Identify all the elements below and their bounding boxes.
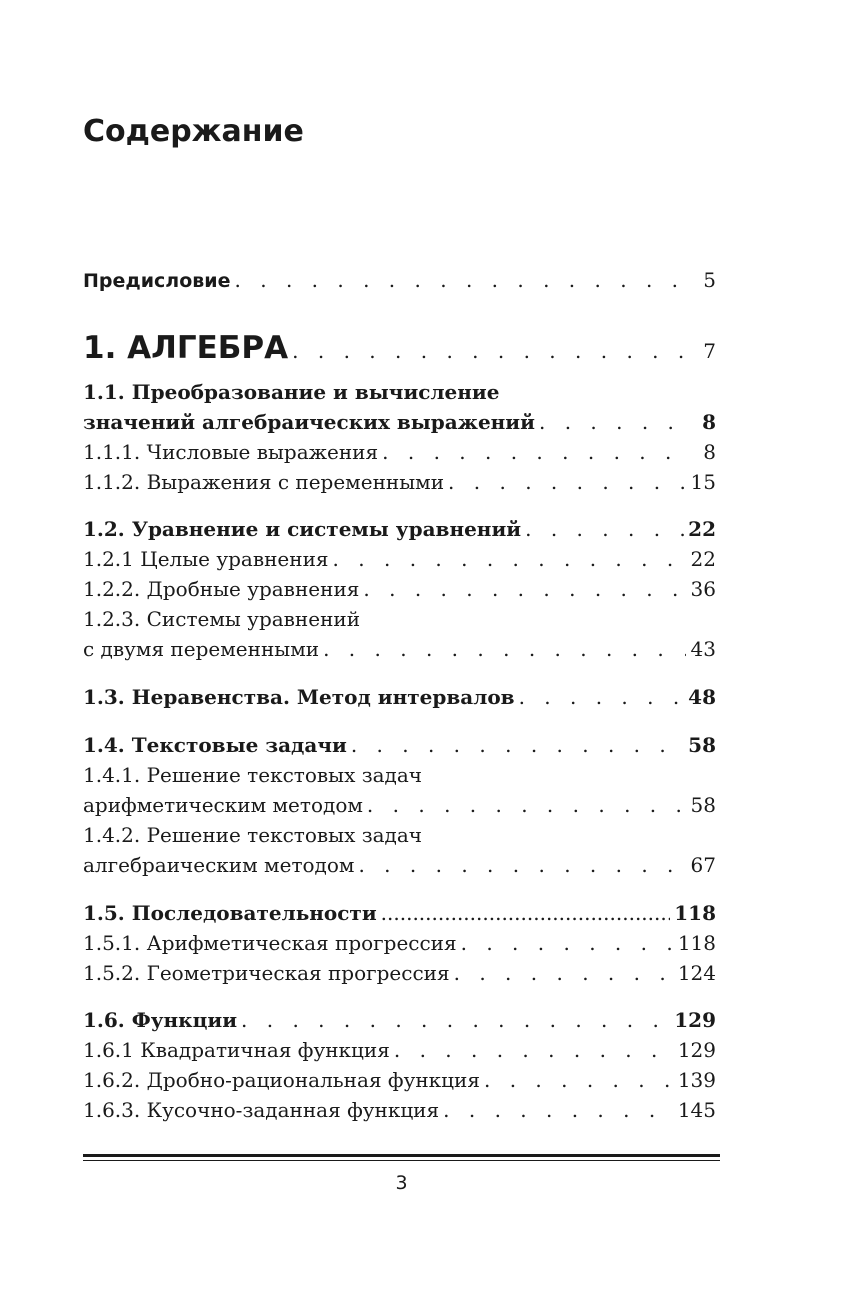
toc-entry-label: 1.1.2. Выражения с переменными [83, 470, 445, 494]
toc-entry-label: 1.6.1 Квадратичная функция [83, 1038, 390, 1062]
toc-entry-1-4-2[interactable] [83, 850, 716, 880]
toc-entry-label: 1.3. Неравенства. Метод интервалов [83, 685, 515, 709]
toc-page-number: 58 [688, 733, 716, 757]
toc-entry-preface[interactable] [83, 265, 716, 295]
toc-entry-1-6-1[interactable] [83, 1035, 716, 1065]
dot-leader [292, 329, 686, 373]
toc-page-number: 8 [702, 410, 716, 434]
toc-entry-1-2[interactable] [83, 514, 716, 544]
toc-entry-1-3[interactable] [83, 682, 716, 712]
dot-leader [333, 544, 686, 574]
dot-leader [367, 790, 686, 820]
dot-leader [241, 1005, 670, 1035]
toc-entry-label: 1.5. Последовательности [83, 901, 377, 925]
toc-entry-1-6-3[interactable] [83, 1095, 716, 1125]
toc-page-number: 129 [677, 1038, 716, 1062]
toc-entry-1-5-2[interactable] [83, 958, 716, 988]
toc-entry-label: 1. АЛГЕБРА [83, 330, 289, 366]
toc-entry-label: 1.6. Функции [83, 1008, 238, 1032]
dot-leader [323, 634, 686, 664]
toc-entry-label: 1.5.1. Арифметическая прогрессия [83, 931, 457, 955]
toc-entry-label: 1.5.2. Геометрическая прогрессия [83, 961, 450, 985]
dot-leader [394, 1035, 674, 1065]
toc-entry-label: алгебраическим методом [83, 853, 355, 877]
toc-page-number: 118 [674, 901, 716, 925]
toc-entry-label: 1.2.1 Целые уравнения [83, 547, 329, 571]
toc-entry-1-2-2[interactable] [83, 574, 716, 604]
page-number: 3 [395, 1172, 408, 1194]
toc-entry-1-5[interactable] [83, 898, 716, 928]
dot-leader [363, 574, 686, 604]
toc-page-number: 5 [703, 268, 716, 292]
dot-leader [519, 682, 685, 712]
dot-leader [484, 1065, 674, 1095]
dot-leader [454, 958, 674, 988]
toc-page-number: 22 [690, 547, 716, 571]
toc-page-number: 43 [690, 637, 716, 661]
toc-entry-1-5-1[interactable] [83, 928, 716, 958]
toc-entry-1-4[interactable] [83, 730, 716, 760]
toc-entry-label: значений алгебраических выражений [83, 410, 535, 434]
toc-entry-1-6[interactable] [83, 1005, 716, 1035]
dot-leader [525, 514, 684, 544]
toc-entry-label: 1.6.2. Дробно-рациональная функция [83, 1068, 480, 1092]
toc-entry-label: 1.2.2. Дробные уравнения [83, 577, 360, 601]
page-title: Содержание [83, 114, 304, 149]
dot-leader [448, 467, 686, 497]
toc-page-number: 67 [690, 853, 716, 877]
toc-entry-1-1-line1[interactable] [83, 377, 716, 407]
toc-entry-label: 1.4.1. Решение текстовых задач [83, 763, 422, 787]
dot-leader [381, 898, 671, 928]
dot-leader [461, 928, 674, 958]
toc-page-number: 48 [688, 685, 716, 709]
toc-entry-1-4-2-line1[interactable] [83, 820, 716, 850]
toc-entry-1-6-2[interactable] [83, 1065, 716, 1095]
toc-entry-1-2-1[interactable] [83, 544, 716, 574]
toc-entry-label: с двумя переменными [83, 637, 320, 661]
toc-entry-label: 1.4.2. Решение текстовых задач [83, 823, 422, 847]
dot-leader [235, 265, 686, 295]
toc-entry-1-1-2[interactable] [83, 467, 716, 497]
toc-entry-label: 1.4. Текстовые задачи [83, 733, 347, 757]
toc-page-number: 139 [677, 1068, 716, 1092]
toc-entry-label: 1.6.3. Кусочно-заданная функция [83, 1098, 440, 1122]
toc-page-number: 7 [703, 339, 716, 363]
toc-page-number: 58 [690, 793, 716, 817]
toc-page-number: 36 [690, 577, 716, 601]
toc-entry-1-2-3[interactable] [83, 634, 716, 664]
toc-entry-label: 1.1. Преобразование и вычисление [83, 380, 500, 404]
footer-rule-thin [83, 1160, 720, 1161]
toc-page-number: 8 [703, 440, 716, 464]
toc-entry-label: арифметическим методом [83, 793, 363, 817]
dot-leader [539, 407, 686, 437]
toc-page-number: 129 [674, 1008, 716, 1032]
toc-entry-1-2-3-line1[interactable] [83, 604, 716, 634]
toc-page-number: 118 [677, 931, 716, 955]
toc-entry-1-1-1[interactable] [83, 437, 716, 467]
toc-page-number: 145 [677, 1098, 716, 1122]
toc-entry-1-1[interactable] [83, 407, 716, 437]
toc-entry-part-algebra[interactable] [83, 326, 716, 370]
toc-entry-label: Предисловие [83, 270, 231, 292]
dot-leader [358, 850, 686, 880]
dot-leader [382, 437, 686, 467]
toc-page-number: 124 [677, 961, 716, 985]
toc-entry-1-4-1[interactable] [83, 790, 716, 820]
toc-entry-label: 1.2.3. Системы уравнений [83, 607, 361, 631]
toc-page-number: 15 [690, 470, 716, 494]
dot-leader [443, 1095, 674, 1125]
toc-entry-1-4-1-line1[interactable] [83, 760, 716, 790]
toc-entry-label: 1.1.1. Числовые выражения [83, 440, 379, 464]
footer-rule-thick [83, 1154, 720, 1157]
toc-entry-label: 1.2. Уравнение и системы уравнений [83, 517, 522, 541]
dot-leader [351, 730, 684, 760]
toc-page-number: 22 [688, 517, 716, 541]
